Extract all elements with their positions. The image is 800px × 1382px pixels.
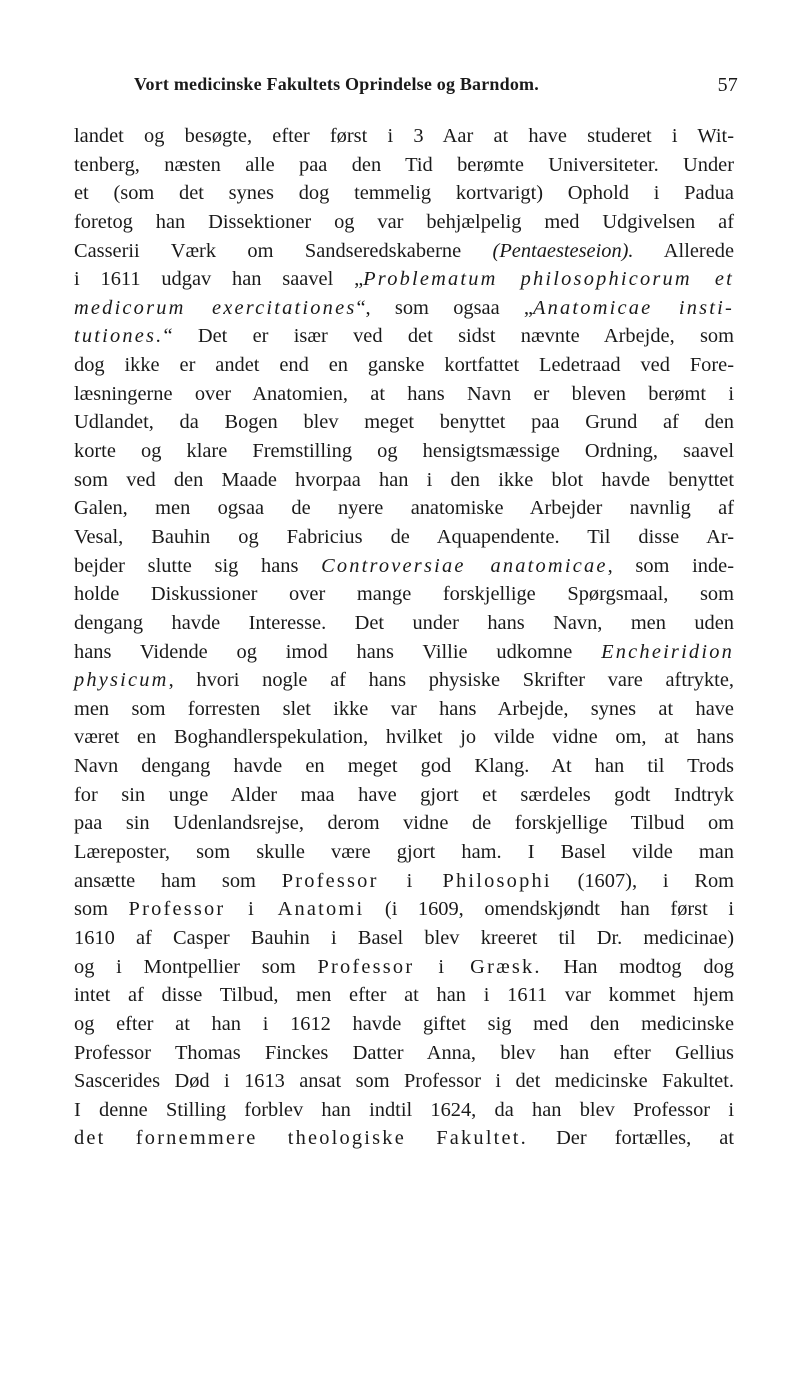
text-segment: bejder slutte sig hans (74, 554, 322, 577)
running-title: Vort medicinske Fakultets Oprindelse og Barndom. (134, 74, 539, 94)
text-line (74, 1096, 734, 1125)
text-line (74, 895, 734, 924)
text-segment: ansætte ham som (74, 869, 282, 892)
text-segment: holde Diskussioner over mange forskjellige Spørgsmaal, som (74, 583, 734, 606)
text-segment: intet af disse Tilbud, men efter at han i 1611 var kommet hjem (74, 984, 734, 1007)
text-line (74, 953, 734, 982)
text-segment: og efter at han i 1612 havde giftet sig med den medicinske (74, 1012, 734, 1035)
text-line (74, 781, 734, 810)
text-segment: Professor i Græsk. (317, 955, 542, 978)
text-line (74, 523, 734, 552)
text-segment: Navn dengang havde en meget god Klang. At han til Trods (74, 755, 734, 778)
text-segment: Casserii Værk om Sandseredskaberne (74, 239, 493, 262)
text-segment: hans Vidende og imod hans Villie udkomne (74, 640, 602, 663)
text-segment: “, som ogsaa „ (356, 296, 533, 319)
text-segment: paa sin Udenlandsrejse, derom vidne de forskjellige Tilbud om (74, 812, 734, 835)
text-segment: Professor i Philosophi (281, 869, 552, 892)
text-segment: et (som det synes dog temmelig kortvarigt) Ophold i Padua (74, 182, 734, 205)
text-line (74, 466, 734, 495)
text-segment: været en Boghandlerspekulation, hvilket jo vilde vidne om, at hans (74, 726, 734, 749)
text-segment: medicorum exercitationes (74, 296, 357, 319)
body-text (74, 122, 734, 1153)
text-segment: Problematum philosophicorum et (363, 268, 734, 291)
text-line (74, 695, 734, 724)
text-segment: Encheiridion (601, 640, 734, 663)
text-segment: men som forresten slet ikke var hans Arbejde, synes at have (74, 697, 734, 720)
text-segment: Læreposter, som skulle være gjort ham. I Basel vilde man (74, 841, 734, 864)
running-head (74, 74, 738, 98)
text-segment: for sin unge Alder maa have gjort et særdeles godt Indtryk (74, 783, 734, 806)
text-line (74, 1010, 734, 1039)
text-line (74, 580, 734, 609)
text-line (74, 322, 734, 351)
text-segment: Han modtog dog (541, 955, 734, 978)
text-segment: Controversiae anatomicae (321, 554, 608, 577)
text-segment: korte og klare Fremstilling og hensigtsmæssige Ordning, saavel (74, 440, 734, 463)
text-line (74, 1039, 734, 1068)
text-line (74, 867, 734, 896)
text-segment: (Pentaesteseion). (492, 239, 634, 262)
text-segment: Der fortælles, at (527, 1127, 734, 1150)
text-line (74, 838, 734, 867)
text-segment: i 1611 udgav han saavel „ (74, 268, 364, 291)
text-line (74, 265, 734, 294)
text-segment: landet og besøgte, efter først i 3 Aar at have studeret i Wit- (74, 125, 734, 147)
text-segment: Vesal, Bauhin og Fabricius de Aquapendente. Til disse Ar- (74, 525, 734, 548)
text-segment: “ Det er især ved det sidst nævnte Arbejde, som (163, 325, 734, 348)
text-segment: foretog han Dissektioner og var behjælpelig med Udgivelsen af (74, 210, 734, 233)
text-segment: Allerede (633, 239, 734, 262)
text-segment: (1607), i Rom (551, 869, 735, 892)
book-page (74, 74, 738, 1153)
text-segment: læsningerne over Anatomien, at hans Navn er bleven berømt i (74, 382, 734, 405)
text-segment: , som inde- (607, 554, 734, 577)
text-line (74, 1067, 734, 1096)
text-line (74, 294, 734, 323)
text-line (74, 437, 734, 466)
text-line (74, 809, 734, 838)
text-line (74, 494, 734, 523)
text-line (74, 351, 734, 380)
text-segment: dog ikke er andet end en ganske kortfattet Ledetraad ved Fore- (74, 354, 734, 377)
text-segment: og i Montpellier som (74, 955, 318, 978)
text-segment: Professor i Anatomi (128, 898, 365, 921)
text-segment: tutiones. (74, 325, 164, 348)
text-line (74, 981, 734, 1010)
text-line (74, 179, 734, 208)
text-segment: I denne Stilling forblev han indtil 1624, da han blev Professor i (74, 1098, 734, 1121)
text-segment: 1610 af Casper Bauhin i Basel blev kreeret til Dr. medicinae) (74, 926, 734, 949)
text-segment: som ved den Maade hvorpaa han i den ikke blot havde benyttet (74, 468, 734, 491)
text-segment: som (74, 898, 129, 921)
text-segment: Udlandet, da Bogen blev meget benyttet paa Grund af den (74, 411, 734, 434)
text-segment: dengang havde Interesse. Det under hans Navn, men uden (74, 611, 734, 634)
text-line (74, 208, 734, 237)
text-line (74, 380, 734, 409)
text-line (74, 924, 734, 953)
text-segment: physicum (74, 669, 169, 692)
text-line (74, 752, 734, 781)
text-line (74, 638, 734, 667)
text-line (74, 609, 734, 638)
text-segment: Galen, men ogsaa de nyere anatomiske Arbejder navnlig af (74, 497, 734, 520)
text-segment: det fornemmere theologiske Fakultet. (74, 1127, 528, 1150)
text-segment: (i 1609, omendskjøndt han først i (364, 898, 734, 921)
text-line (74, 723, 734, 752)
text-line (74, 151, 734, 180)
text-line (74, 237, 734, 266)
text-segment: Professor Thomas Finckes Datter Anna, blev han efter Gellius (74, 1041, 734, 1064)
text-segment: , hvori nogle af hans physiske Skrifter vare aftrykte, (168, 669, 734, 692)
text-segment: tenberg, næsten alle paa den Tid berømte Universiteter. Under (74, 153, 734, 176)
text-line (74, 408, 734, 437)
text-line (74, 1124, 734, 1153)
text-line (74, 552, 734, 581)
text-line (74, 666, 734, 695)
text-segment: Sascerides Død i 1613 ansat som Professor i det medicinske Fakultet. (74, 1070, 734, 1093)
text-segment: Anatomicae insti- (532, 296, 734, 319)
text-line (74, 122, 734, 151)
page-number: 57 (717, 74, 738, 96)
